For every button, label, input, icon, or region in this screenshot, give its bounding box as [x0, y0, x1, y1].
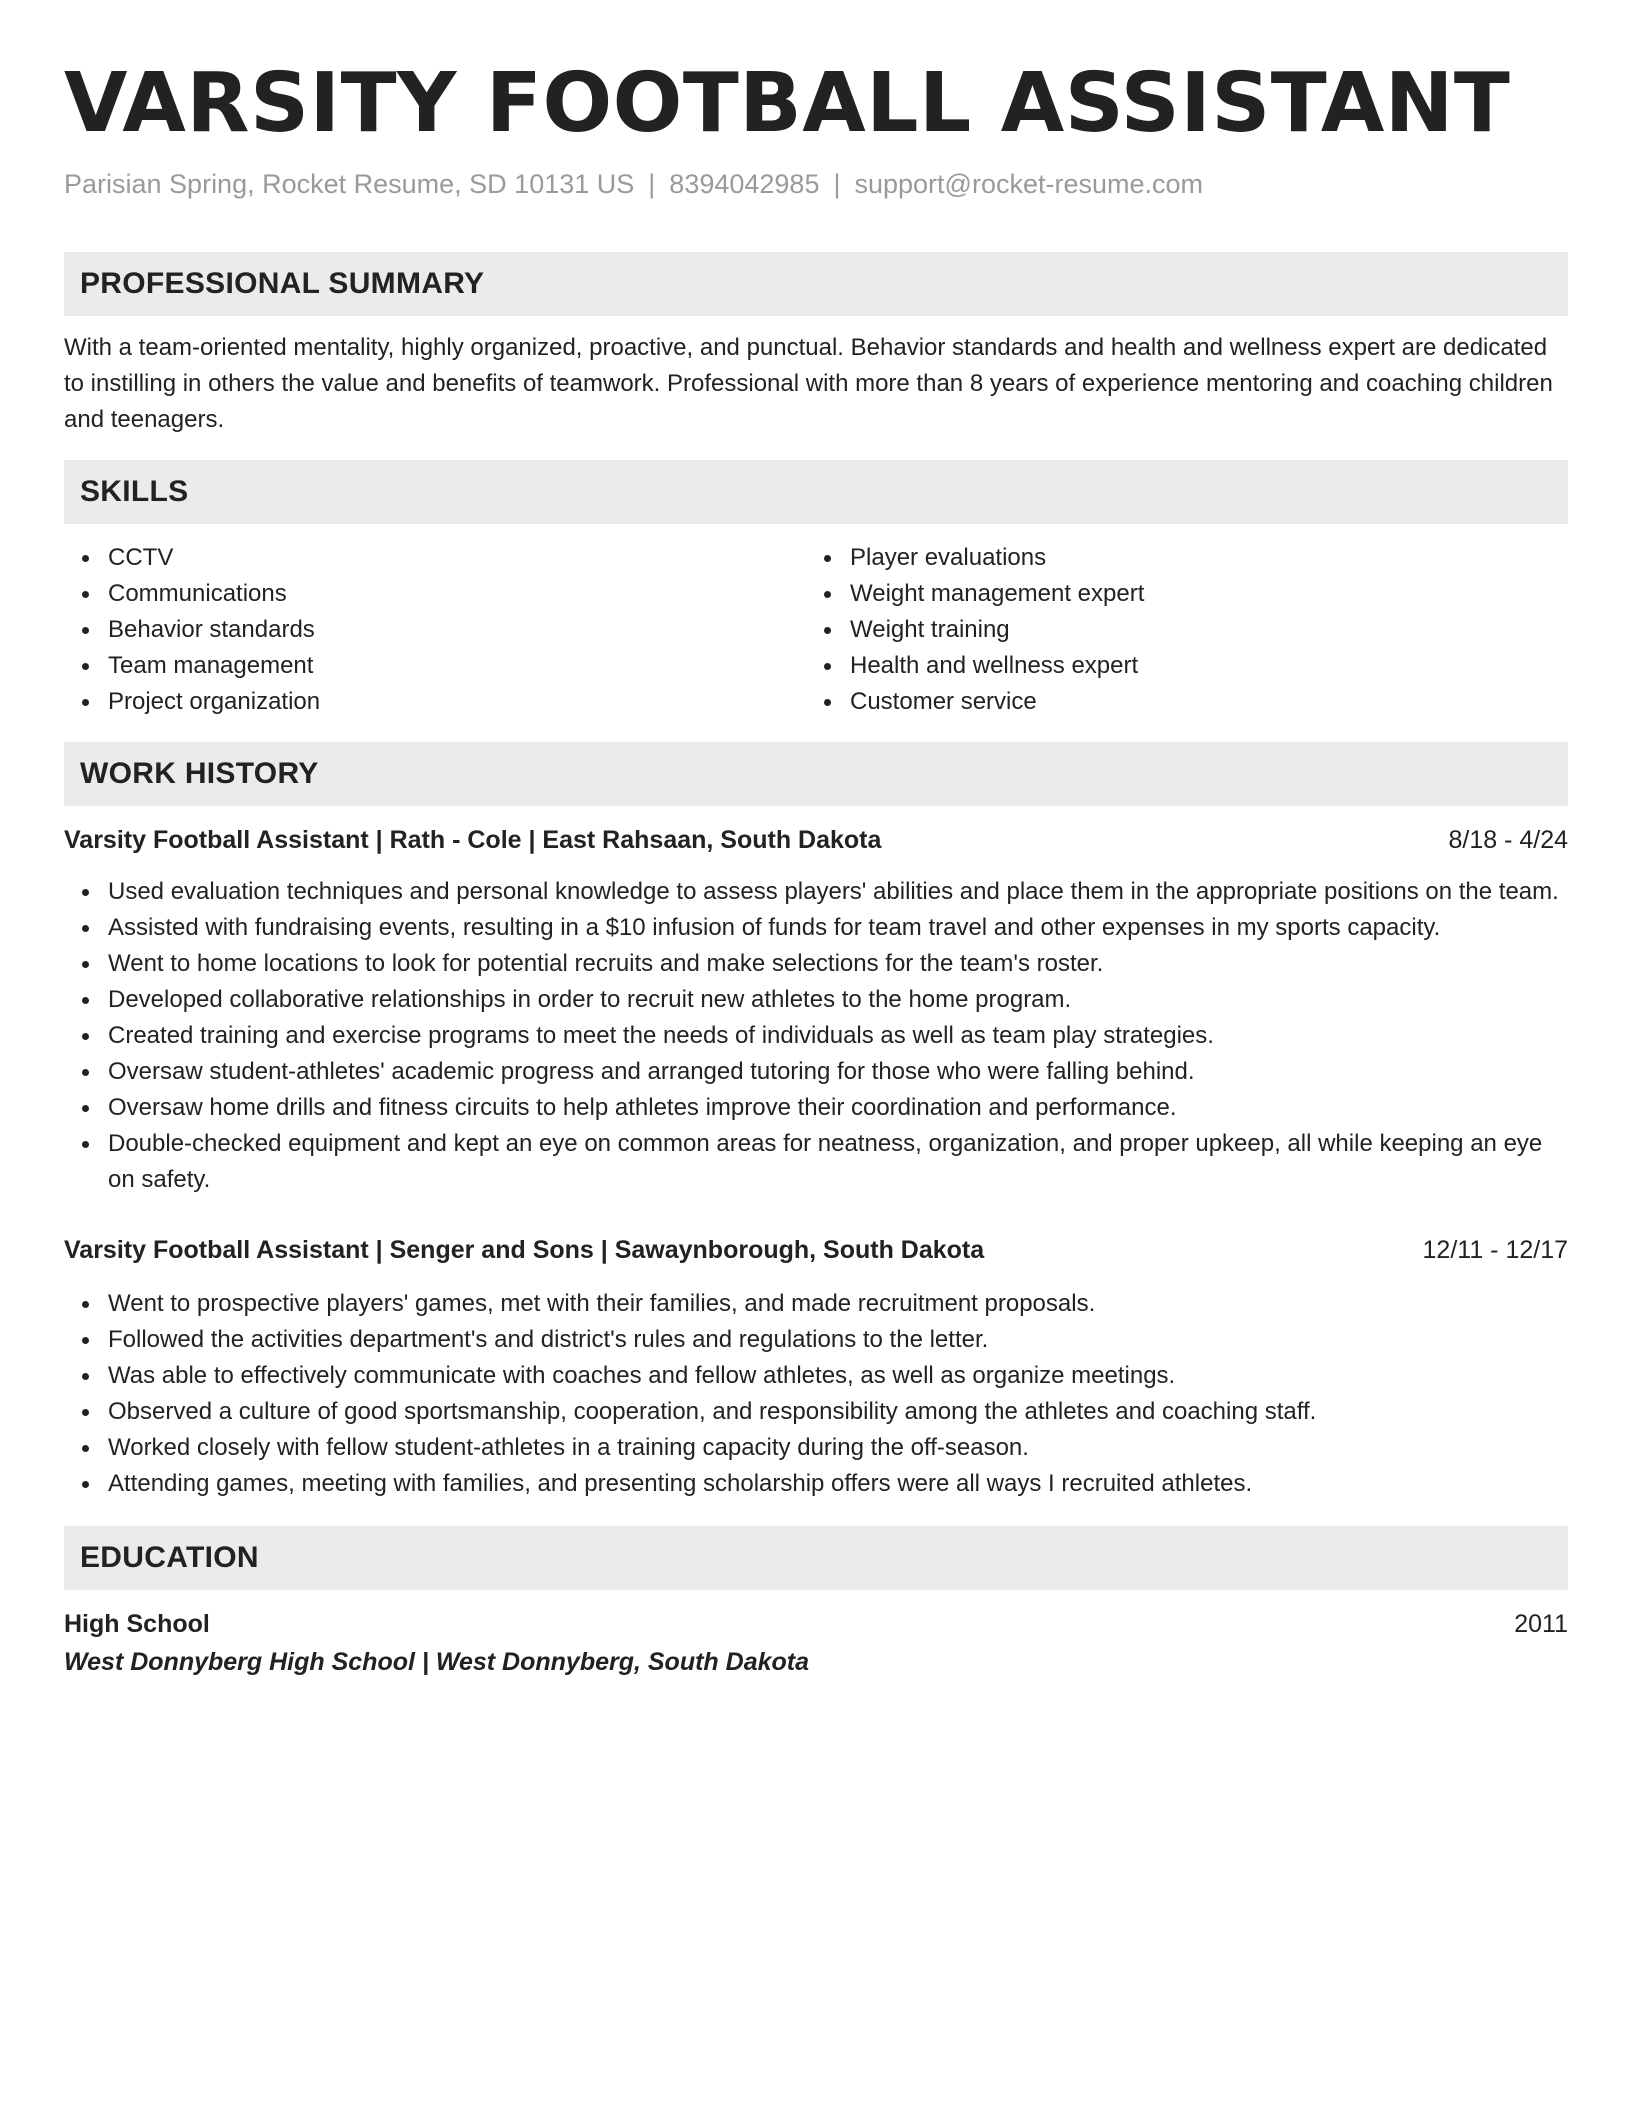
- job-bullet-list: [64, 874, 1568, 1198]
- section-heading-education: EDUCATION: [64, 1526, 1568, 1590]
- skills-column-right: [806, 540, 1548, 720]
- job-title: Varsity Football Assistant | Rath - Cole | East Rahsaan, South Dakota: [64, 826, 882, 854]
- job-bullet: Created training and exercise programs to meet the needs of individuals as well as team play strategies.: [108, 1018, 1568, 1054]
- section-heading-work-history: WORK HISTORY: [64, 742, 1568, 806]
- education-year: 2011: [1514, 1610, 1568, 1638]
- contact-phone: 8394042985: [669, 169, 820, 199]
- job-bullet: Double-checked equipment and kept an eye on common areas for neatness, organization, and proper upkeep, all while keeping an eye on safety.: [108, 1126, 1568, 1198]
- job-bullet: Used evaluation techniques and personal knowledge to assess players' abilities and place them in the appropriate positions on the team.: [108, 874, 1568, 910]
- skill-item: Project organization: [108, 684, 806, 720]
- job-title: Varsity Football Assistant | Senger and Sons | Sawaynborough, South Dakota: [64, 1236, 985, 1264]
- contact-separator: |: [648, 169, 656, 199]
- skill-item: Behavior standards: [108, 612, 806, 648]
- job-bullet: Oversaw student-athletes' academic progress and arranged tutoring for those who were falling behind.: [108, 1054, 1568, 1090]
- job-bullet: Went to prospective players' games, met with their families, and made recruitment proposals.: [108, 1286, 1568, 1322]
- skills-column-left: [64, 540, 806, 720]
- job-bullet-list: [64, 1286, 1568, 1502]
- skill-item: CCTV: [108, 540, 806, 576]
- education-school: West Donnyberg High School | West Donnyberg, South Dakota: [64, 1648, 810, 1676]
- summary-text: With a team-oriented mentality, highly organized, proactive, and punctual. Behavior standards and health and wellness expert are dedicated to instilling in others the value and benefits of teamwork. Professional with more than 8 years of experience mentoring and coaching children and teenagers.: [64, 334, 1553, 433]
- job-bullet: Worked closely with fellow student-athletes in a training capacity during the off-season.: [108, 1430, 1568, 1466]
- job-bullet: Observed a culture of good sportsmanship, cooperation, and responsibility among the athletes and coaching staff.: [108, 1394, 1568, 1430]
- contact-address: Parisian Spring, Rocket Resume, SD 10131 US: [64, 169, 635, 199]
- skill-item: Weight training: [850, 612, 1548, 648]
- contact-email: support@rocket-resume.com: [854, 169, 1204, 199]
- skill-item: Communications: [108, 576, 806, 612]
- job-dates: 12/11 - 12/17: [1422, 1236, 1568, 1264]
- skills-grid: [64, 540, 1568, 720]
- job-bullet: Attending games, meeting with families, and presenting scholarship offers were all ways I recruited athletes.: [108, 1466, 1568, 1502]
- skill-item: Health and wellness expert: [850, 648, 1548, 684]
- skill-item: Player evaluations: [850, 540, 1548, 576]
- contact-line: [64, 166, 1568, 202]
- job-bullet: Assisted with fundraising events, resulting in a $10 infusion of funds for team travel and other expenses in my sports capacity.: [108, 910, 1568, 946]
- section-heading-summary: PROFESSIONAL SUMMARY: [64, 252, 1568, 316]
- education-degree: High School: [64, 1610, 210, 1638]
- job-dates: 8/18 - 4/24: [1448, 826, 1568, 854]
- education-header: [64, 1606, 1568, 1642]
- skill-item: Customer service: [850, 684, 1548, 720]
- skill-item: Weight management expert: [850, 576, 1548, 612]
- job-bullet: Followed the activities department's and district's rules and regulations to the letter.: [108, 1322, 1568, 1358]
- job-bullet: Went to home locations to look for potential recruits and make selections for the team's roster.: [108, 946, 1568, 982]
- job-header: [64, 1232, 1568, 1268]
- job-bullet: Was able to effectively communicate with coaches and fellow athletes, as well as organize meetings.: [108, 1358, 1568, 1394]
- contact-separator: |: [833, 169, 841, 199]
- job-bullet: Developed collaborative relationships in order to recruit new athletes to the home program.: [108, 982, 1568, 1018]
- skill-item: Team management: [108, 648, 806, 684]
- job-header: [64, 822, 1568, 858]
- section-heading-skills: SKILLS: [64, 460, 1568, 524]
- candidate-name: VARSITY FOOTBALL ASSISTANT: [64, 56, 1511, 151]
- job-bullet: Oversaw home drills and fitness circuits to help athletes improve their coordination and performance.: [108, 1090, 1568, 1126]
